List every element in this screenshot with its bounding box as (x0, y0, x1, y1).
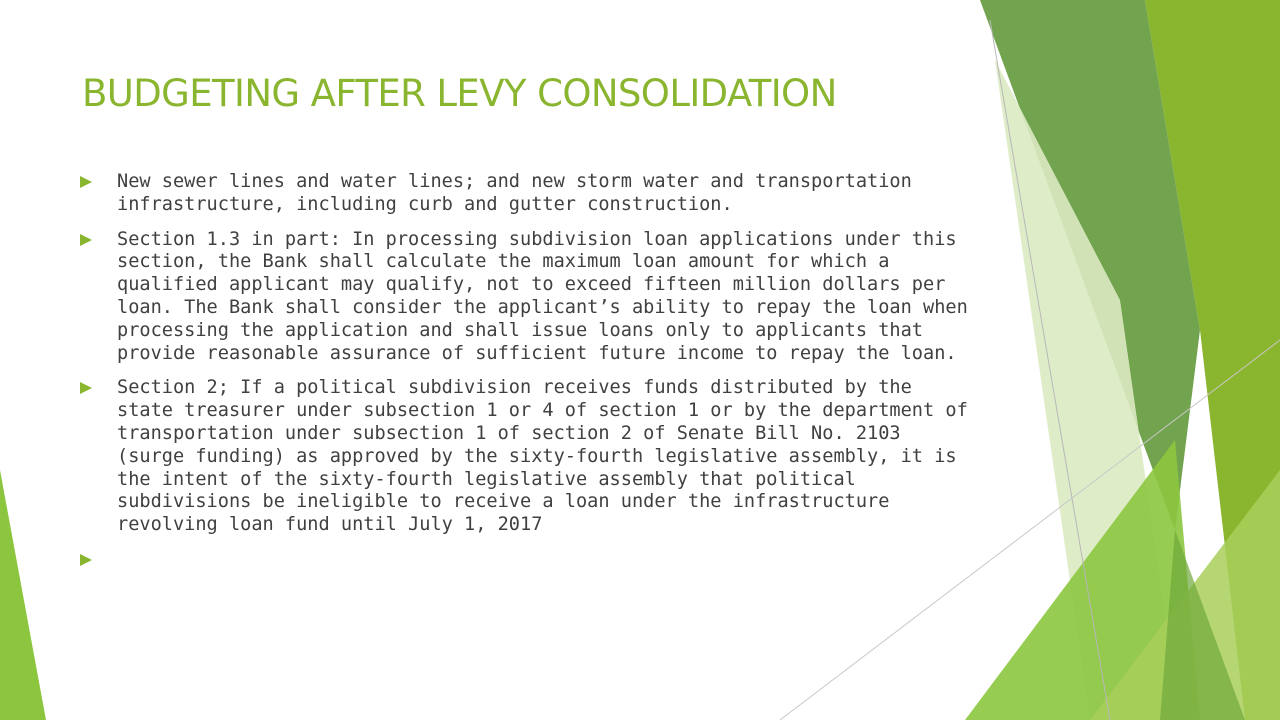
bullet-text: Section 1.3 in part: In processing subdivision loan applications under this section, the Bank shall calculate the maximum loan amount for which a qualified applicant may qualify, not to exceed fifteen million dollars per loan. The Bank shall consider the applicant’s ability to repay the loan when processing the application and shall issue loans only to applicants that provide reasonable assurance of sufficient future income to repay the loan. (117, 228, 968, 364)
slide-title: BUDGETING AFTER LEVY CONSOLIDATION (82, 72, 837, 115)
bullet-list (80, 171, 970, 584)
bullet-item (80, 229, 970, 366)
bullet-item-empty (80, 549, 970, 572)
triangle-arrow-icon (80, 234, 92, 246)
triangle-arrow-icon (80, 554, 92, 566)
bullet-item (80, 377, 970, 537)
triangle-arrow-icon (80, 382, 92, 394)
bullet-item (80, 171, 970, 217)
triangle-arrow-icon (80, 176, 92, 188)
left-wedge-shape (0, 470, 46, 720)
bullet-text: Section 2; If a political subdivision receives funds distributed by the state treasurer under subsection 1 or 4 of section 1 or by the department of transportation under subsection 1 of section 2 of Senate Bill No. 2103 (surge funding) as approved by the sixty-fourth legislative assembly, it is the intent of the sixty-fourth legislative assembly that political subdivisions be ineligible to receive a loan under the infrastructure revolving loan fund until July 1, 2017 (117, 377, 968, 536)
bullet-text: New sewer lines and water lines; and new storm water and transportation infrastructure, including curb and gutter construction. (117, 171, 912, 215)
